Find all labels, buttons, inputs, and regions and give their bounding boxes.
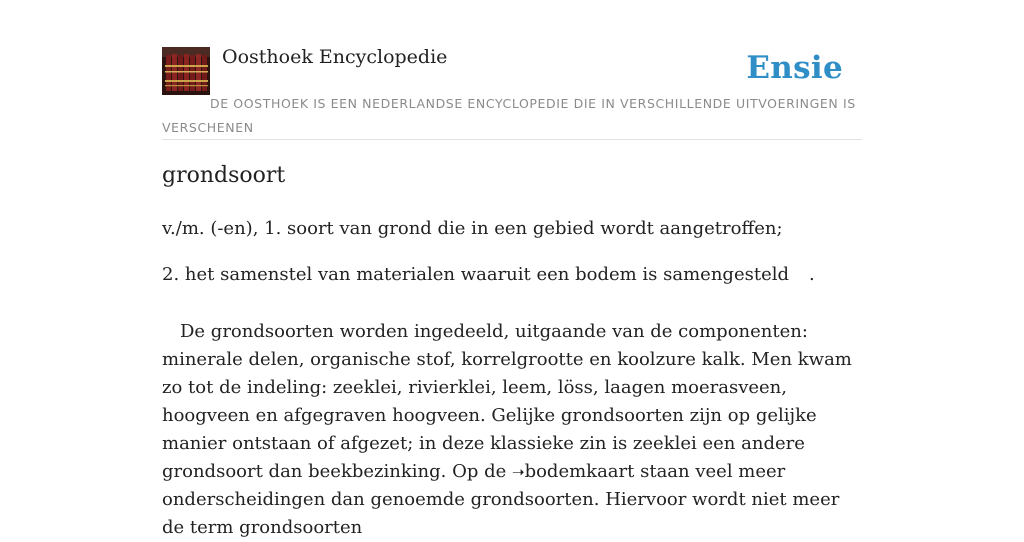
entry-body <box>162 318 862 542</box>
book-spines-icon <box>162 47 210 95</box>
definition-2-text: 2. het samenstel van materialen waaruit een bodem is samengesteld <box>162 264 789 285</box>
entry-title: grondsoort <box>162 163 286 188</box>
bodemkaart-link-label: bodemkaart <box>524 461 635 482</box>
body-text-part-2: staan veel meer onderscheidingen dan genoemde grondsoorten. Hiervoor wordt niet meer de term grondsoorten <box>162 461 840 538</box>
source-avatar[interactable] <box>162 47 210 95</box>
source-name[interactable]: Oosthoek Encyclopedie <box>222 46 448 68</box>
page-container <box>162 0 862 538</box>
bodemkaart-link[interactable] <box>512 461 634 482</box>
source-description: DE OOSTHOEK IS EEN NEDERLANDSE ENCYCLOPEDIE DIE IN VERSCHILLENDE UITVOERINGEN IS VERSCHENEN <box>162 96 856 135</box>
cross-reference-arrow-icon: ➝ <box>511 463 525 481</box>
definition-2-end: . <box>809 264 815 285</box>
brand-logo[interactable]: Ensie <box>746 50 843 86</box>
definition-1: v./m. (-en), 1. soort van grond die in een gebied wordt aangetroffen; <box>162 218 783 239</box>
source-header <box>162 0 862 140</box>
definition-2 <box>162 264 815 285</box>
body-text-part-1: De grondsoorten worden ingedeeld, uitgaande van de componenten: minerale delen, organische stof, korrelgrootte en koolzure kalk. Men kwam zo tot de indeling: zeeklei, rivierklei, leem, löss, laagen moerasveen, hoogveen en afgegraven hoogveen. Gelijke grondsoorten zijn op gelijke manier ontstaan of afgezet; in deze klassieke zin is zeeklei een andere grondsoort dan beekbezinking. Op de <box>162 321 852 482</box>
